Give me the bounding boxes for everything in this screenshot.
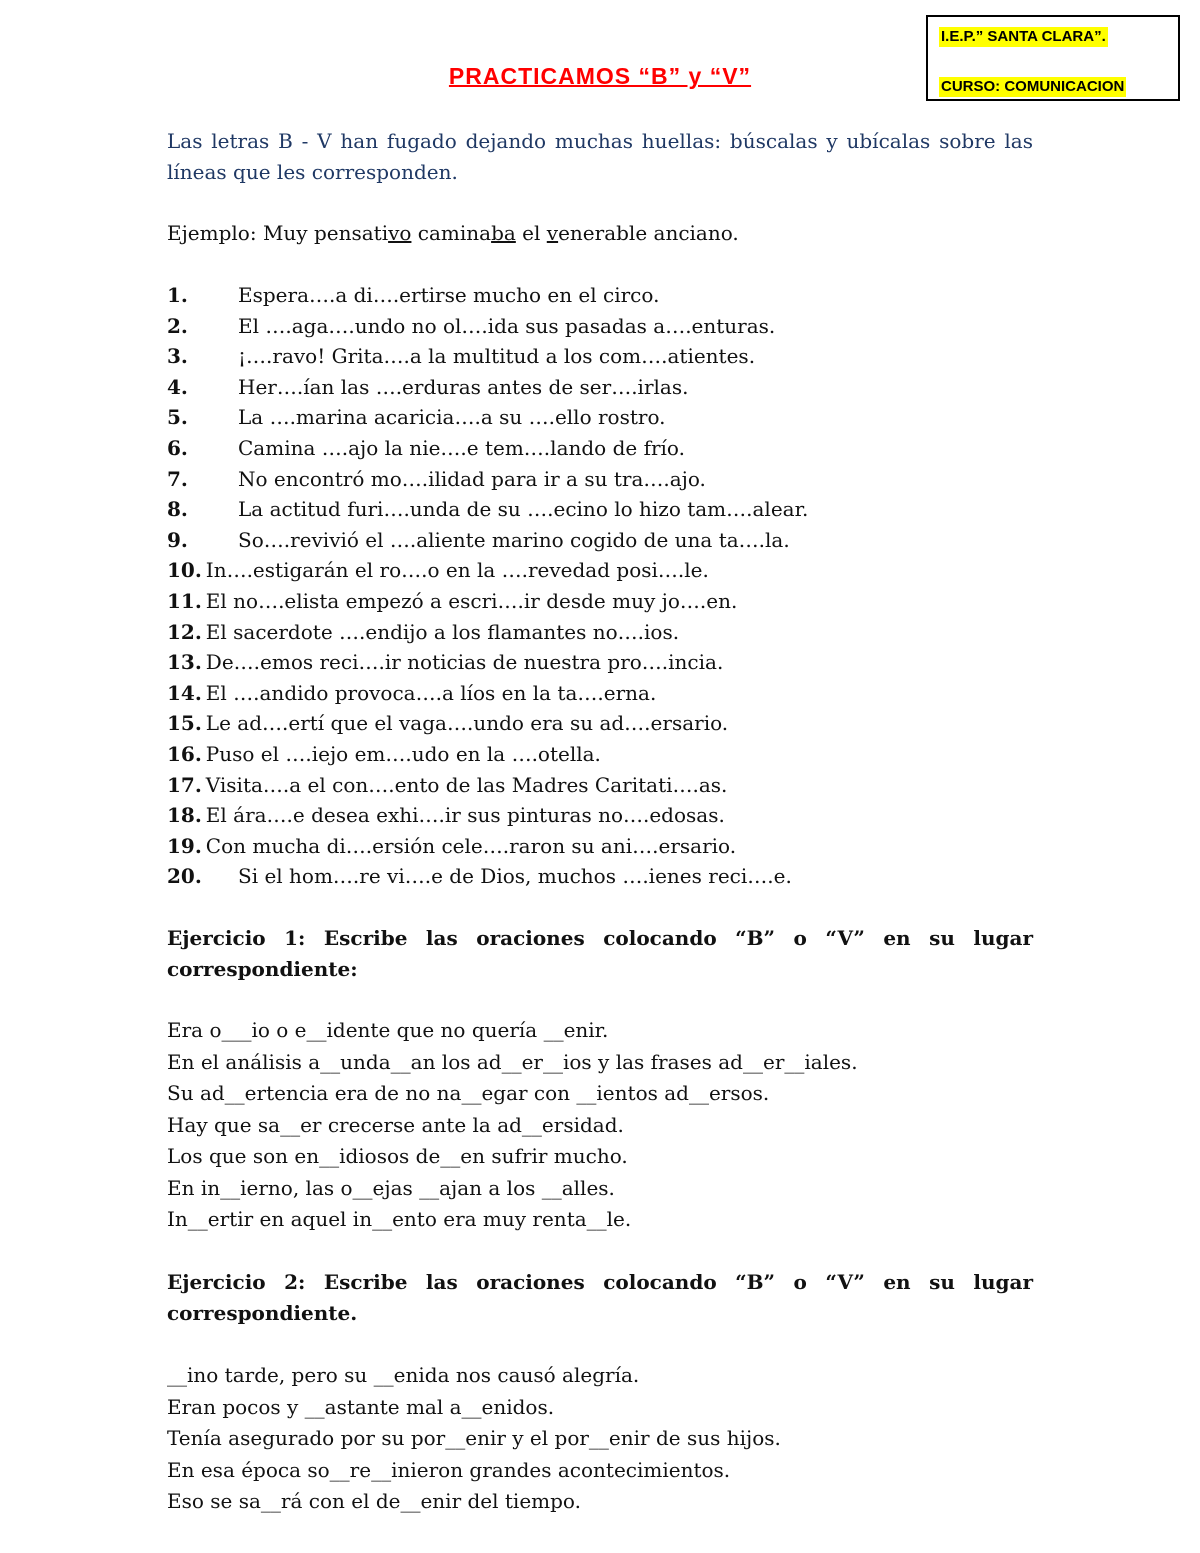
exercise-line: Tenía asegurado por su por__enir y el por__enir de sus hijos. [167,1426,781,1450]
item-number: 10. [167,558,202,583]
item-text: So….revivió el ….aliente marino cogido de una ta….la. [238,527,790,552]
item-text: De….emos reci….ir noticias de nuestra pro….incia. [205,650,724,675]
exercise-line: En in__ierno, las o__ejas __ajan a los __alles. [167,1175,615,1200]
item-number: 4. [167,374,188,399]
exercise-line: Hay que sa__er crecerse ante la ad__ersidad. [167,1112,624,1137]
list-item [167,861,1037,892]
exercise2-lines [167,1360,1047,1518]
item-text: El ….andido provoca….a líos en la ta….erna. [205,680,657,705]
list-item [167,433,1037,464]
item-number: 7. [167,466,188,491]
item-number: 18. [167,803,202,828]
page-title-container [0,60,1200,92]
item-number: 8. [167,497,188,522]
item-text: El no….elista empezó a escri….ir desde muy jo….en. [205,588,738,613]
list-item [167,770,1037,801]
item-number: 1. [167,283,188,307]
item-text: Con mucha di….ersión cele….raron su ani….ersario. [205,833,737,858]
list-item [167,739,1037,770]
item-text: El ára….e desea exhi….ir sus pinturas no….edosas. [205,803,725,828]
item-number: 13. [167,650,202,675]
item-text: Espera….a di….ertirse mucho en el circo. [238,283,660,307]
item-number: 9. [167,527,188,552]
list-item [167,494,1037,525]
exercise-line: Era o___io o e__idente que no quería __enir. [167,1018,609,1042]
item-number: 14. [167,680,202,705]
item-text: Camina ….ajo la nie….e tem….lando de frío. [238,435,685,460]
exercise-line: In__ertir en aquel in__ento era muy renta__le. [167,1207,632,1231]
item-number: 11. [167,588,202,613]
example-sentence [167,218,1033,249]
exercise-line: __ino tarde, pero su __enida nos causó alegría. [167,1363,640,1387]
item-text: Si el hom….re vi….e de Dios, muchos ….ienes reci….e. [238,864,792,889]
item-text: La ….marina acaricia….a su ….ello rostro. [238,405,666,430]
item-number: 20. [167,864,202,889]
item-text: No encontró mo….ilidad para ir a su tra….ajo. [238,466,706,491]
example-underline-v: v [546,221,559,245]
example-underline-ba: ba [491,221,516,245]
list-item [167,464,1037,495]
list-item [167,586,1037,617]
item-text: La actitud furi….unda de su ….ecino lo hizo tam….alear. [238,497,809,522]
list-item [167,341,1037,372]
example-mid1: camina [411,221,492,245]
item-number: 3. [167,344,188,369]
intro-paragraph: Las letras B - V han fugado dejando muchas huellas: búscalas y ubícalas sobre las líneas que les corresponden. [167,129,1033,184]
item-text: Le ad….ertí que el vaga….undo era su ad….ersario. [205,711,729,736]
item-text: ¡….ravo! Grita….a la multitud a los com….atientes. [238,344,756,369]
list-item [167,555,1037,586]
list-item [167,617,1037,648]
exercise-line: En el análisis a__unda__an los ad__er__ios y las frases ad__er__iales. [167,1049,858,1074]
list-item [167,831,1037,862]
list-item [167,708,1037,739]
example-suffix: enerable anciano. [558,221,739,245]
item-text: In….estigarán el ro….o en la ….revedad posi….le. [205,558,709,583]
list-item [167,402,1037,433]
exercise-line: En esa época so__re__inieron grandes acontecimientos. [167,1457,731,1482]
item-text: Visita….a el con….ento de las Madres Caritati….as. [205,772,728,797]
item-text: Puso el ….iejo em….udo en la ….otella. [205,741,601,766]
exercise-line: Su ad__ertencia era de no na__egar con __ientos ad__ersos. [167,1081,770,1105]
list-item [167,280,1037,311]
item-number: 2. [167,313,188,338]
exercise1-heading: Ejercicio 1: Escribe las oraciones colocando “B” o “V” en su lugar correspondiente: [167,926,1033,981]
item-number: 19. [167,833,202,858]
exercise-line: Los que son en__idiosos de__en sufrir mucho. [167,1144,628,1168]
course-name: CURSO: COMUNICACION [941,78,1125,95]
item-number: 17. [167,772,202,797]
item-text: El sacerdote ….endijo a los flamantes no….ios. [205,619,680,644]
example-mid2: el [515,221,547,245]
item-number: 15. [167,711,202,736]
list-item [167,678,1037,709]
exercise-list [167,280,1037,892]
example-underline-vo: vo [388,221,412,245]
item-number: 12. [167,619,202,644]
item-text: El ….aga….undo no ol….ida sus pasadas a….enturas. [238,313,776,338]
exercise1-lines [167,1015,1047,1236]
list-item [167,372,1037,403]
exercise-line: Eso se sa__rá con el de__enir del tiempo. [167,1489,581,1513]
item-text: Her….ían las ….erduras antes de ser….irlas. [238,374,689,399]
exercise-line: Eran pocos y __astante mal a__enidos. [167,1394,555,1419]
school-name: I.E.P.” SANTA CLARA”. [941,28,1106,45]
list-item [167,800,1037,831]
example-prefix: Ejemplo: Muy pensati [167,221,389,245]
item-number: 6. [167,435,188,460]
list-item [167,647,1037,678]
item-number: 5. [167,405,188,430]
list-item [167,311,1037,342]
page-title: PRACTICAMOS “B” y “V” [448,63,752,89]
exercise2-heading: Ejercicio 2: Escribe las oraciones colocando “B” o “V” en su lugar correspondiente. [167,1270,1033,1325]
item-number: 16. [167,741,202,766]
list-item [167,525,1037,556]
